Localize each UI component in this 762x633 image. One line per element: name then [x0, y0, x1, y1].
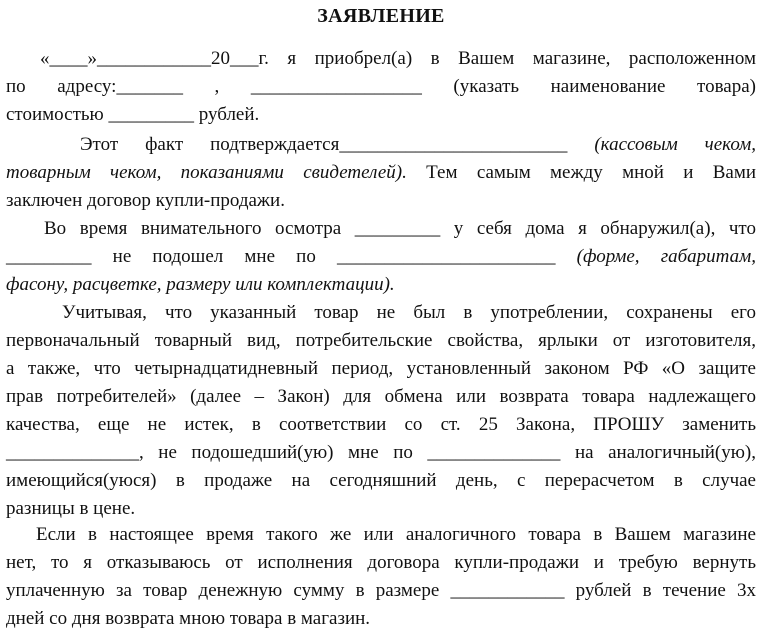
paragraph-request	[6, 299, 756, 523]
text-line: заключен договор купли-продажи.	[6, 190, 285, 211]
text-line: по адресу:_______ , __________________ (указать наименование товара)	[6, 76, 756, 97]
text-line: а также, что четырнадцатидневный период, установленный законом РФ «О защите	[6, 358, 756, 379]
text-line: уплаченную за товар денежную сумму в размере ____________ рублей в течение 3х	[6, 580, 756, 601]
paragraph-refund	[6, 521, 756, 633]
text-segment: Этот факт подтверждается________________________	[80, 134, 568, 155]
text-line: качества, еще не истек, в соответствии со ст. 25 Закона, ПРОШУ заменить	[6, 414, 756, 435]
paragraph-purchase-info	[6, 45, 756, 129]
text-line: Если в настоящее время такого же или аналогичного товара в Вашем магазине	[36, 524, 756, 545]
text-line: Во время внимательного осмотра _________ у себя дома я обнаружил(а), что	[44, 218, 756, 239]
text-line	[6, 271, 756, 299]
text-line: прав потребителей» (далее – Закон) для обмена или возврата товара надлежащего	[6, 386, 756, 407]
text-line: первоначальный товарный вид, потребительские свойства, ярлыки от изготовителя,	[6, 330, 756, 351]
text-line: разницы в цене.	[6, 498, 136, 519]
text-line: Учитывая, что указанный товар не был в употреблении, сохранены его	[62, 302, 756, 323]
italic-note: (кассовым чеком,	[594, 134, 756, 155]
paragraph-inspection	[6, 215, 756, 299]
text-line: имеющийся(уюся) в продаже на сегодняшний день, с перерасчетом в случае	[6, 470, 756, 491]
text-line	[6, 243, 756, 271]
text-line: нет, то я отказываюсь от исполнения договора купли-продажи и требую вернуть	[6, 552, 756, 573]
italic-note: товарным чеком, показаниями свидетелей).	[6, 162, 407, 183]
italic-note: (форме, габаритам,	[576, 246, 756, 267]
text-line: ______________, не подошедший(ую) мне по ______________ на аналогичный(ую),	[6, 442, 756, 463]
text-line: «____»____________20___г. я приобрел(а) в Вашем магазине, расположенном	[40, 48, 756, 69]
text-line: стоимостью _________ рублей.	[6, 104, 260, 125]
text-line: дней со дня возврата мною товара в магазин.	[6, 608, 371, 629]
paragraph-proof	[6, 131, 756, 215]
text-line	[6, 159, 756, 187]
text-segment: _________ не подошел мне по _______________________	[6, 246, 556, 267]
italic-note: фасону, расцветке, размеру или комплектации).	[6, 274, 395, 295]
text-segment: Тем самым между мной и Вами	[426, 162, 757, 183]
document-title: ЗАЯВЛЕНИЕ	[317, 5, 445, 27]
text-line	[6, 131, 756, 159]
